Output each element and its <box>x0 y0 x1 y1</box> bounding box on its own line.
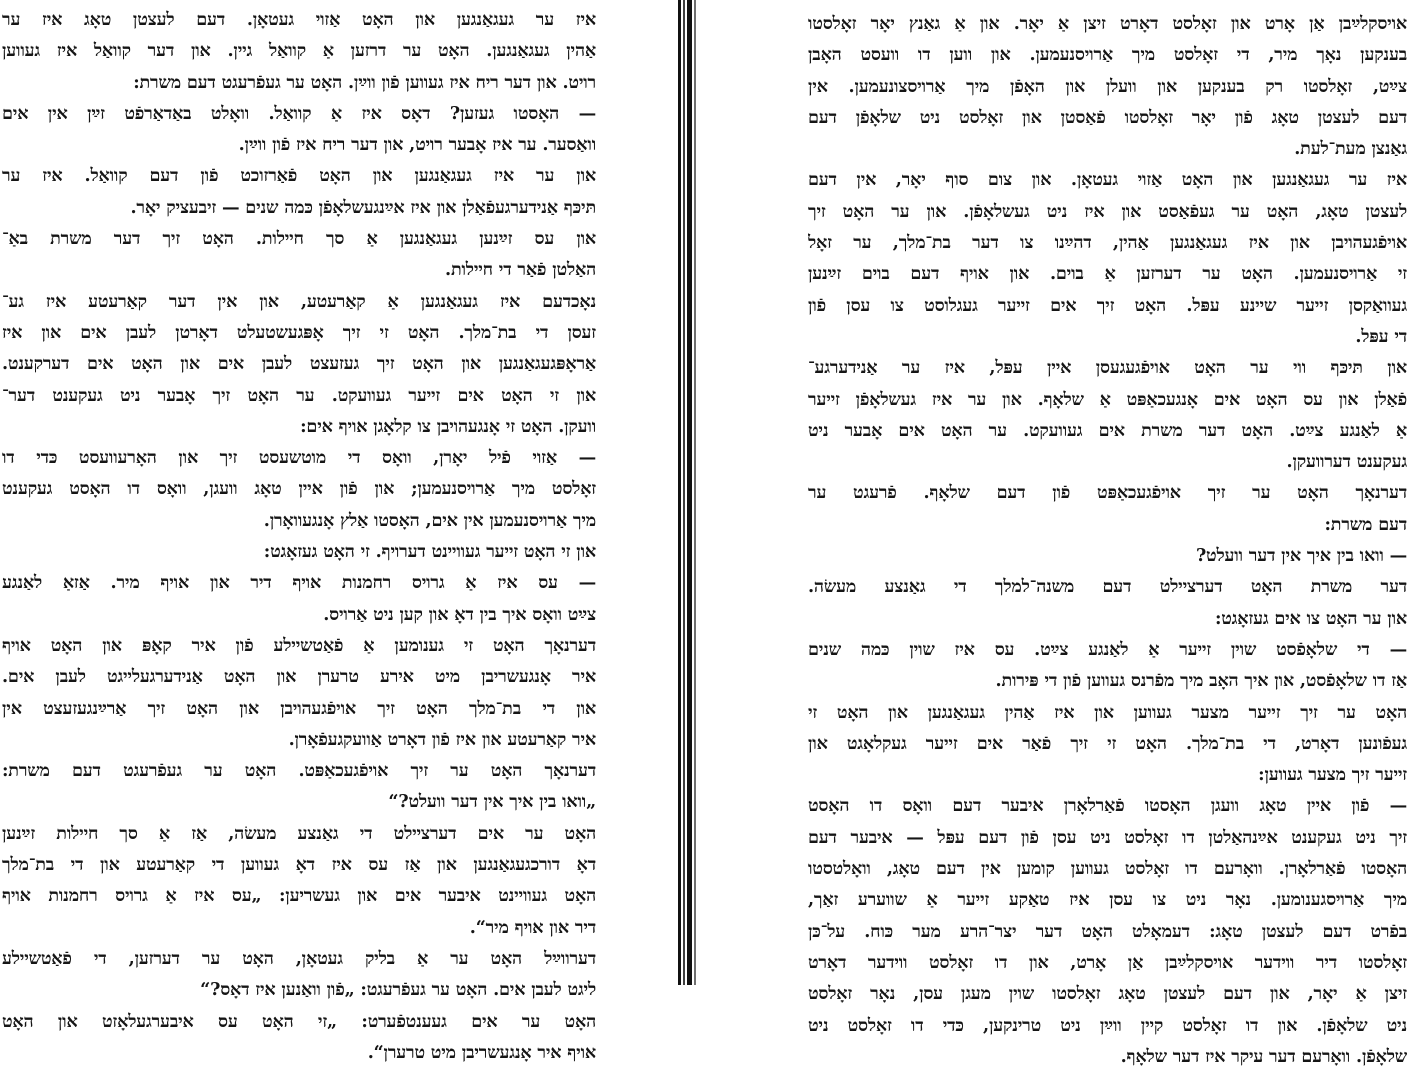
text-line: דיר און אויף מיר“. <box>469 916 596 938</box>
text-line: איז ער געגאַנגען און האָט אַזוי געטאָן. און צום סוף יאָר, אין דעם <box>808 169 1407 191</box>
text-line: און זי האָט זייער געוויינט דערויף. זי האָט געזאָגט: <box>263 541 596 563</box>
text-line: האַלטן פֿאַר די חיילות. <box>445 259 596 281</box>
text-line: דעם משרת: <box>1324 513 1407 535</box>
paragraph <box>808 8 1407 164</box>
text-line: אויסקלײַבן אַן אָרט און זאָלסט דאָרט זיצן אַ יאָר. און אַ גאַנץ יאָר זאָלסטו <box>808 13 1407 34</box>
text-line: זאָלסטו דיר ווידער אויסקלײַבן אַן אָרט, און דו זאָלסט ווידער דאָרט <box>808 951 1407 973</box>
text-line: דערנאָך האָט ער זיך אויפֿגעכאַפּט. האָט ער געפֿרעגט דעם משרת: <box>2 760 596 782</box>
text-line: — אַזוי פֿיל יאָרן, וואָס די מוטשעסט זיך און האָרעוועסט כּדי דו <box>2 447 596 469</box>
paragraph <box>2 943 596 1006</box>
paragraph <box>808 697 1407 791</box>
text-line: האָט ער אים דערציילט די גאַנצע מעשׂה, אַז אַ סך חיילות זײַנען <box>2 822 596 844</box>
text-line: דאָ דורכגעגאַנגען און אַז עס איז דאָ געווען די קאַרעטע און די בת־מלך <box>2 854 596 876</box>
text-line: זאָלסט מיך אַרויסנעמען; און פֿון איין טאָג וועגן, וואָס דו האָסט געקענט <box>2 478 596 500</box>
text-line: זיצן אַ יאָר, און דעם לעצטן טאָג זאָלסטו שוין מעגן עסן, נאָר זאָלסט <box>808 983 1407 1005</box>
text-line: האָט געוויינט איבער אים און געשריען: „עס איז אַ גרויס רחמנות אויף <box>2 885 596 907</box>
text-line: מיך אַרויסגענומען. נאָר ניט צו עסן איז טאַקע זייער אַ שווערע זאַך, <box>808 889 1407 911</box>
paragraph <box>2 442 596 536</box>
text-line: אַהין געגאַנגען. האָט ער דרזען אַ קוואַל גיין. און דער קוואַל איז געווען <box>2 40 596 62</box>
text-line: „וואו בין איך אין דער וועלט?“ <box>388 791 596 813</box>
paragraph <box>2 536 596 567</box>
text-line: האָט ער זיך זייער מצער געווען און איז אַהין געגאַנגען און האָט זי <box>808 701 1407 723</box>
text-line: בפֿרט דעם לעצטן טאָג: דעמאָלט האָט דער יצר־הרע מער כּוח. על־כּן <box>808 920 1407 942</box>
text-line: געקענט דערוועקן. <box>1286 451 1407 473</box>
text-line: תּיכּף אַנידערגעפֿאַלן און איז אײַנגעשלאָפֿן כּמה שנים — זיבעציק יאָר. <box>130 196 596 218</box>
text-line: זיך ניט געקענט אײַנהאַלטן דו זאָלסט ניט עסן פֿון דעם עפּל — איבער דעם <box>808 826 1407 848</box>
paragraph <box>2 630 596 755</box>
text-line: און די בת־מלך האָט זיך אויפֿגעהויבן און האָט זיך אַרײַנגעזעצט אין <box>2 697 596 719</box>
text-line: איר אָנגעשריבן מיט אירע טרערן און האָט אַנידערגעלייגט לעבן אים. <box>2 666 596 688</box>
text-line: אויף איר אָנגעשריבן מיט טרערן“. <box>367 1041 596 1063</box>
paragraph <box>808 790 1407 1072</box>
book-binding-shadow <box>676 0 710 985</box>
text-line: דערנאָך האָט זי גענומען אַ פֿאַטשיילע פֿון איר קאָפּ און האָט אויף <box>2 634 596 656</box>
paragraph <box>808 634 1407 697</box>
paragraph <box>2 223 596 286</box>
text-line: דעם לעצטן טאָג פֿון יאָר זאָלסטו פֿאַסטן און זאָלסט ניט שלאָפֿן דעם <box>808 106 1407 128</box>
text-line: איז ער געגאַנגען און האָט אַזוי געטאָן. דעם לעצטן טאָג איז ער <box>2 9 596 30</box>
text-line: און תּיכּף ווי ער האָט אויפֿגעגעסן איין עפּל, איז ער אַנידערגע־ <box>808 357 1407 379</box>
text-line: דערווײַל האָט ער אַ בליק געטאָן, האָט ער דערזען, די פֿאַטשיילע <box>2 947 596 969</box>
text-line: דער משרת האָט דערציילט דעם משנה־למלך די גאַנצע מעשׂה. <box>808 576 1407 598</box>
text-line: בענקען נאָך מיר, די זאָלסט מיך אַרויסנעמען. און ווען דו וועסט האָבן <box>808 44 1407 66</box>
text-line: און ער איז געגאַנגען און האָט פֿאַרזוכט פֿון דעם קוואַל. איז ער <box>2 165 596 187</box>
paragraph <box>808 164 1407 352</box>
paragraph <box>2 4 596 98</box>
text-line: די עפּל. <box>1355 325 1407 347</box>
text-line: אַראָפּגעגאַנגען און האָט זיך געזעצט לעבן אים און האָט אים דערקענט. <box>2 353 596 375</box>
paragraph <box>2 1006 596 1069</box>
text-line: איר קאַרעטע און איז פֿון דאָרט אַוועקגעפֿאָרן. <box>288 728 596 750</box>
text-line: — די שלאָפֿסט שוין זייער אַ לאַנגע צײַט. עס איז שוין כּמה שנים <box>808 638 1407 660</box>
text-line: וואַסער. ער איז אָבער רויט, און דער ריח איז פֿון ווײַן. <box>238 134 596 156</box>
text-line: — עס איז אַ גרויס רחמנות אויף דיר און אויף מיר. אַזאַ לאַנגע <box>2 572 596 594</box>
text-line: לעצטן טאָג, האָט ער געפֿאַסט און איז ניט געשלאָפֿן. און ער האָט זיך <box>808 200 1407 222</box>
text-line: זייער זיך מצער געווען: <box>1258 764 1407 786</box>
text-line: זעסן די בת־מלך. האָט זי זיך אָפּגעשטעלט דאָרטן לעבן אים און איז <box>2 321 596 343</box>
text-line: — פֿון איין טאָג וועגן האָסטו פֿאַרלאָרן איבער דעם וואָס דו האָסט <box>808 795 1407 817</box>
paragraph <box>2 98 596 161</box>
right-page <box>800 0 1421 1067</box>
paragraph <box>2 160 596 223</box>
paragraph <box>808 571 1407 634</box>
text-line: און ער האָט צו אים געזאָגט: <box>1214 607 1407 629</box>
text-line: ליגט לעבן אים. האָט ער געפֿרעגט: „פֿון וואַנען איז דאָס?“ <box>200 979 596 1001</box>
text-line: — האָסטו געזען? דאָס איז אַ קוואַל. וואָלט באַדאַרפֿט זײַן אין אים <box>2 102 596 124</box>
text-line: געפֿונען דאָרט, די בת־מלך. האָט זי זיך פֿאַר אים זייער געקלאָגט און <box>808 732 1407 754</box>
text-line: שלאָפֿן. וואָרעם דער עיקר איז דער שלאָף. <box>1120 1045 1407 1067</box>
paragraph <box>2 818 596 943</box>
text-line: אַז דו שלאָפֿסט, און איך האָב מיך מפֿרנס געווען פֿון די פּירות. <box>995 670 1407 692</box>
text-line: און זי האָט אים זייער געוועקט. ער האָט זיך אָבער ניט געקענט דער־ <box>2 384 596 406</box>
text-line: פֿאַלן און עס האָט אים אָנגעכאַפּט אַ שלאָף. און ער איז געשלאָפֿן זייער <box>808 388 1407 410</box>
paragraph <box>2 286 596 442</box>
paragraph <box>808 352 1407 477</box>
text-line: האָט ער אים געענטפֿערט: „זי האָט עס איבערגעלאָזט און האָט <box>2 1010 596 1032</box>
text-line: צײַט וואָס איך בין דאָ און קען ניט אַרויס. <box>323 603 596 625</box>
paragraph <box>808 477 1407 540</box>
text-line: האָסטו פֿאַרלאָרן. וואָרעם דו זאָלסט געווען קומען אין דעם טאָג, וואָלטסטו <box>808 858 1407 880</box>
text-line: — וואו בין איך אין דער וועלט? <box>1195 545 1407 567</box>
text-line: אויפֿגעהויבן און איז געגאַנגען אַהין, דהײַנו צו דער בת־מלך, ער זאָל <box>808 232 1407 254</box>
text-line: רויט. און דער ריח איז געווען פֿון ווײַן. האָט ער געפֿרעגט דעם משרת: <box>133 71 596 93</box>
text-line: געוואַקסן זייער שיינע עפּל. האָט זיך אים זייער געגלוסט צו עסן פֿון <box>808 294 1407 316</box>
text-line: און עס זײַנען געגאַנגען אַ סך חיילות. האָט זיך דער משרת באַ־ <box>2 228 596 250</box>
text-line: וועקן. האָט זי אָנגעהויבן צו קלאָגן אויף אים: <box>300 415 596 437</box>
text-line: דערנאָך האָט ער זיך אויפֿגעכאַפּט פֿון דעם שלאָף. פֿרעגט ער <box>808 482 1407 504</box>
text-line: גאַנצן מעת־לעת. <box>1294 138 1407 160</box>
text-line: צײַט, זאָלסטו רק בענקען און וועלן און האָפֿן מיך אַרויסצונעמען. אין <box>808 75 1407 97</box>
text-line: זי אַרויסנעמען. האָט ער דערזען אַ בוים. און אויף דעם בוים זײַנען <box>808 263 1407 285</box>
text-line: נאָכדעם איז געגאַנגען אַ קאַרעטע, און אין דער קאַרעטע איז גע־ <box>2 290 596 312</box>
paragraph <box>2 567 596 630</box>
paragraph <box>2 755 596 818</box>
paragraph <box>808 540 1407 571</box>
text-line: אַ לאַנגע צײַט. האָט דער משרת אים געוועקט. ער האָט אים אָבער ניט <box>808 419 1407 441</box>
text-line: ניט שלאָפֿן. און דו זאָלסט קיין ווײַן ניט טרינקען, כּדי דו זאָלסט ניט <box>808 1014 1407 1036</box>
left-page <box>0 0 600 1063</box>
text-line: מיך אַרויסנעמען אין אים, האָסטו אַלץ אָנגעוואָרן. <box>263 509 596 531</box>
